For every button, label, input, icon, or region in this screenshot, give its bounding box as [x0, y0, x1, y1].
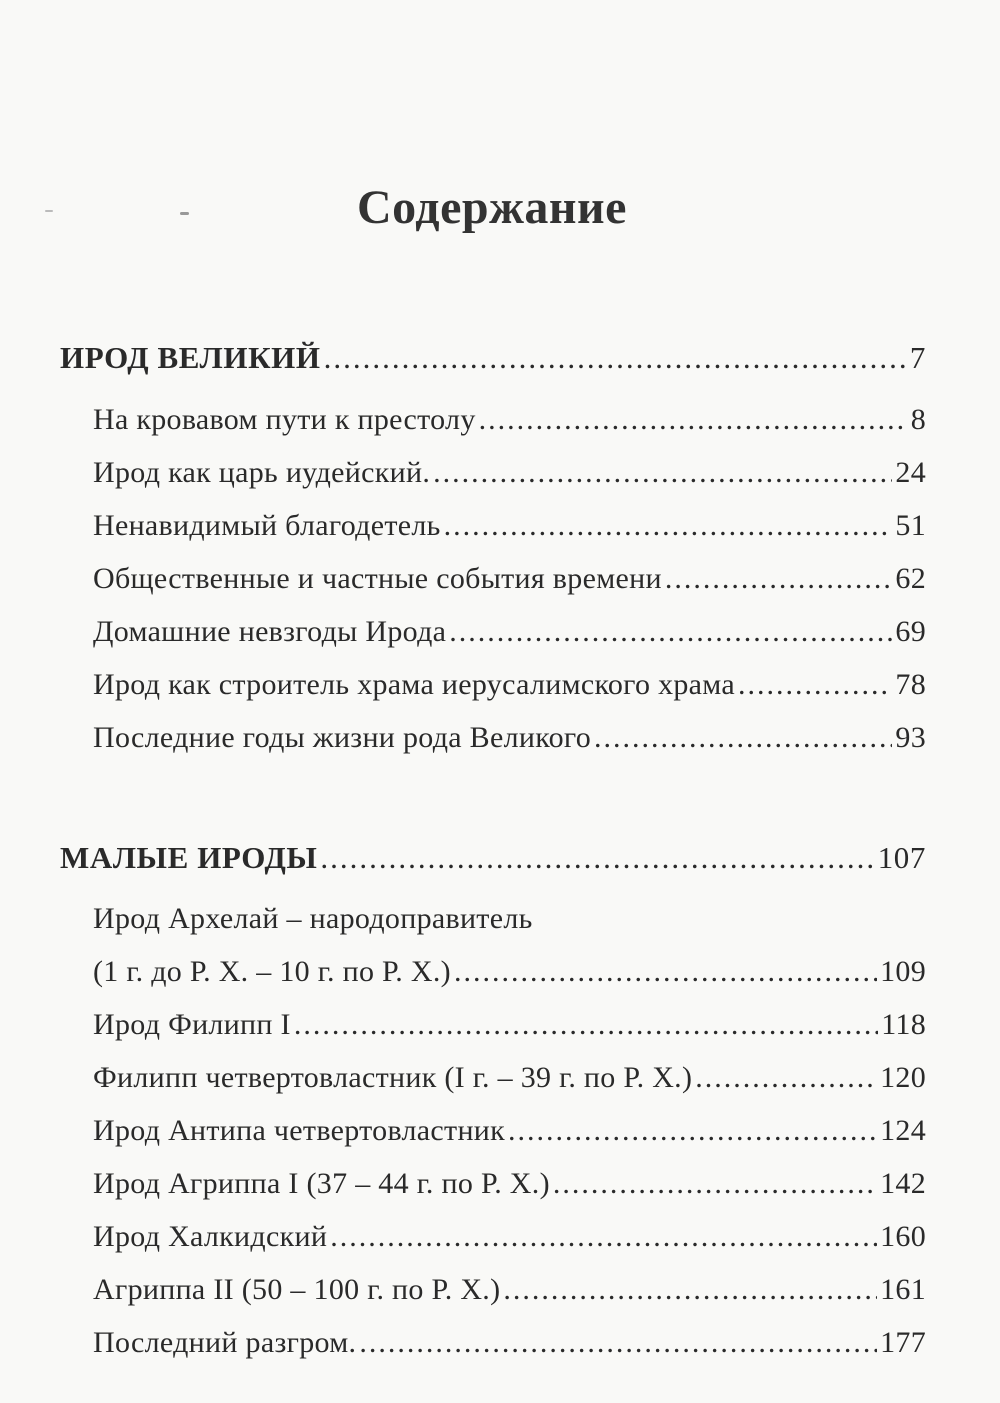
page-number: 62 [895, 562, 926, 595]
leader-dots [294, 1007, 878, 1043]
toc-section-heading[interactable] [60, 840, 926, 876]
toc-entry[interactable] [93, 1272, 926, 1308]
toc-entry[interactable] [93, 667, 926, 703]
entry-title: На кровавом пути к престолу [93, 403, 476, 436]
entry-title: Общественные и частные события времени [93, 562, 662, 595]
toc-entry[interactable] [93, 402, 926, 438]
entry-title: Последний разгром. [93, 1326, 357, 1359]
entry-title: Ирод Архелай – народоправитель [93, 902, 533, 935]
toc-entry[interactable] [93, 1060, 926, 1096]
page-number: 107 [877, 840, 926, 875]
entry-title: Ирод Антипа четвертовластник [93, 1114, 506, 1147]
toc-entry[interactable] [93, 1113, 926, 1149]
page-title: Содержание [357, 181, 627, 234]
toc-entry[interactable] [93, 954, 926, 990]
entry-title: Ирод как строитель храма иерусалимского храма [93, 668, 735, 701]
page-number: 177 [880, 1326, 926, 1359]
leader-dots [508, 1113, 877, 1149]
leader-dots [738, 667, 892, 703]
leader-dots [320, 840, 874, 876]
entry-title: Ирод Филипп I [93, 1008, 291, 1041]
page-number: 120 [880, 1061, 926, 1094]
page-number: 93 [895, 721, 926, 754]
leader-dots [594, 720, 892, 756]
entry-title: Ненавидимый благодетель [93, 509, 441, 542]
page-number: 124 [880, 1114, 926, 1147]
leader-dots [433, 455, 892, 491]
entry-title: Агриппа II (50 – 100 г. по Р. Х.) [93, 1273, 501, 1306]
page-number: 24 [895, 456, 926, 489]
toc-entry[interactable] [93, 1007, 926, 1043]
toc-entry[interactable] [93, 720, 926, 756]
leader-dots [503, 1272, 877, 1308]
leader-dots [665, 561, 893, 597]
toc-entry[interactable] [93, 614, 926, 650]
leader-dots [553, 1166, 877, 1202]
leader-dots [479, 402, 908, 438]
entry-title: Ирод Халкидский [93, 1220, 328, 1253]
page-number: 51 [895, 509, 926, 542]
toc-entry-first-line[interactable] [93, 901, 533, 937]
leader-dots [324, 340, 907, 376]
leader-dots [695, 1060, 877, 1096]
toc-entry[interactable] [93, 1166, 926, 1202]
entry-title: Ирод Агриппа I (37 – 44 г. по Р. Х.) [93, 1167, 550, 1200]
page-number: 118 [881, 1008, 926, 1041]
page-number: 78 [895, 668, 926, 701]
entry-title: Филипп четвертовластник (I г. – 39 г. по Р. Х.) [93, 1061, 693, 1094]
toc-entry[interactable] [93, 508, 926, 544]
toc-entry[interactable] [93, 455, 926, 491]
entry-title: (1 г. до Р. Х. – 10 г. по Р. Х.) [93, 955, 451, 988]
page-number: 142 [880, 1167, 926, 1200]
page-number: 109 [880, 955, 926, 988]
leader-dots [454, 954, 877, 990]
page-number: 160 [880, 1220, 926, 1253]
toc-entry[interactable] [93, 561, 926, 597]
page-number: 69 [895, 615, 926, 648]
page-number: 7 [909, 340, 926, 375]
leader-dots [444, 508, 893, 544]
section-title: МАЛЫЕ ИРОДЫ [60, 840, 318, 875]
entry-title: Ирод как царь иудейский. [93, 456, 431, 489]
toc-entry[interactable] [93, 1219, 926, 1255]
leader-dots [449, 614, 892, 650]
leader-dots [330, 1219, 877, 1255]
entry-title: Домашние невзгоды Ирода [93, 615, 447, 648]
page-number: 8 [910, 403, 926, 436]
toc-entry[interactable] [93, 1325, 926, 1361]
page-number: 161 [880, 1273, 926, 1306]
toc-section-heading[interactable] [60, 340, 926, 376]
leader-dots [359, 1325, 877, 1361]
section-title: ИРОД ВЕЛИКИЙ [60, 340, 321, 375]
entry-title: Последние годы жизни рода Великого [93, 721, 592, 754]
